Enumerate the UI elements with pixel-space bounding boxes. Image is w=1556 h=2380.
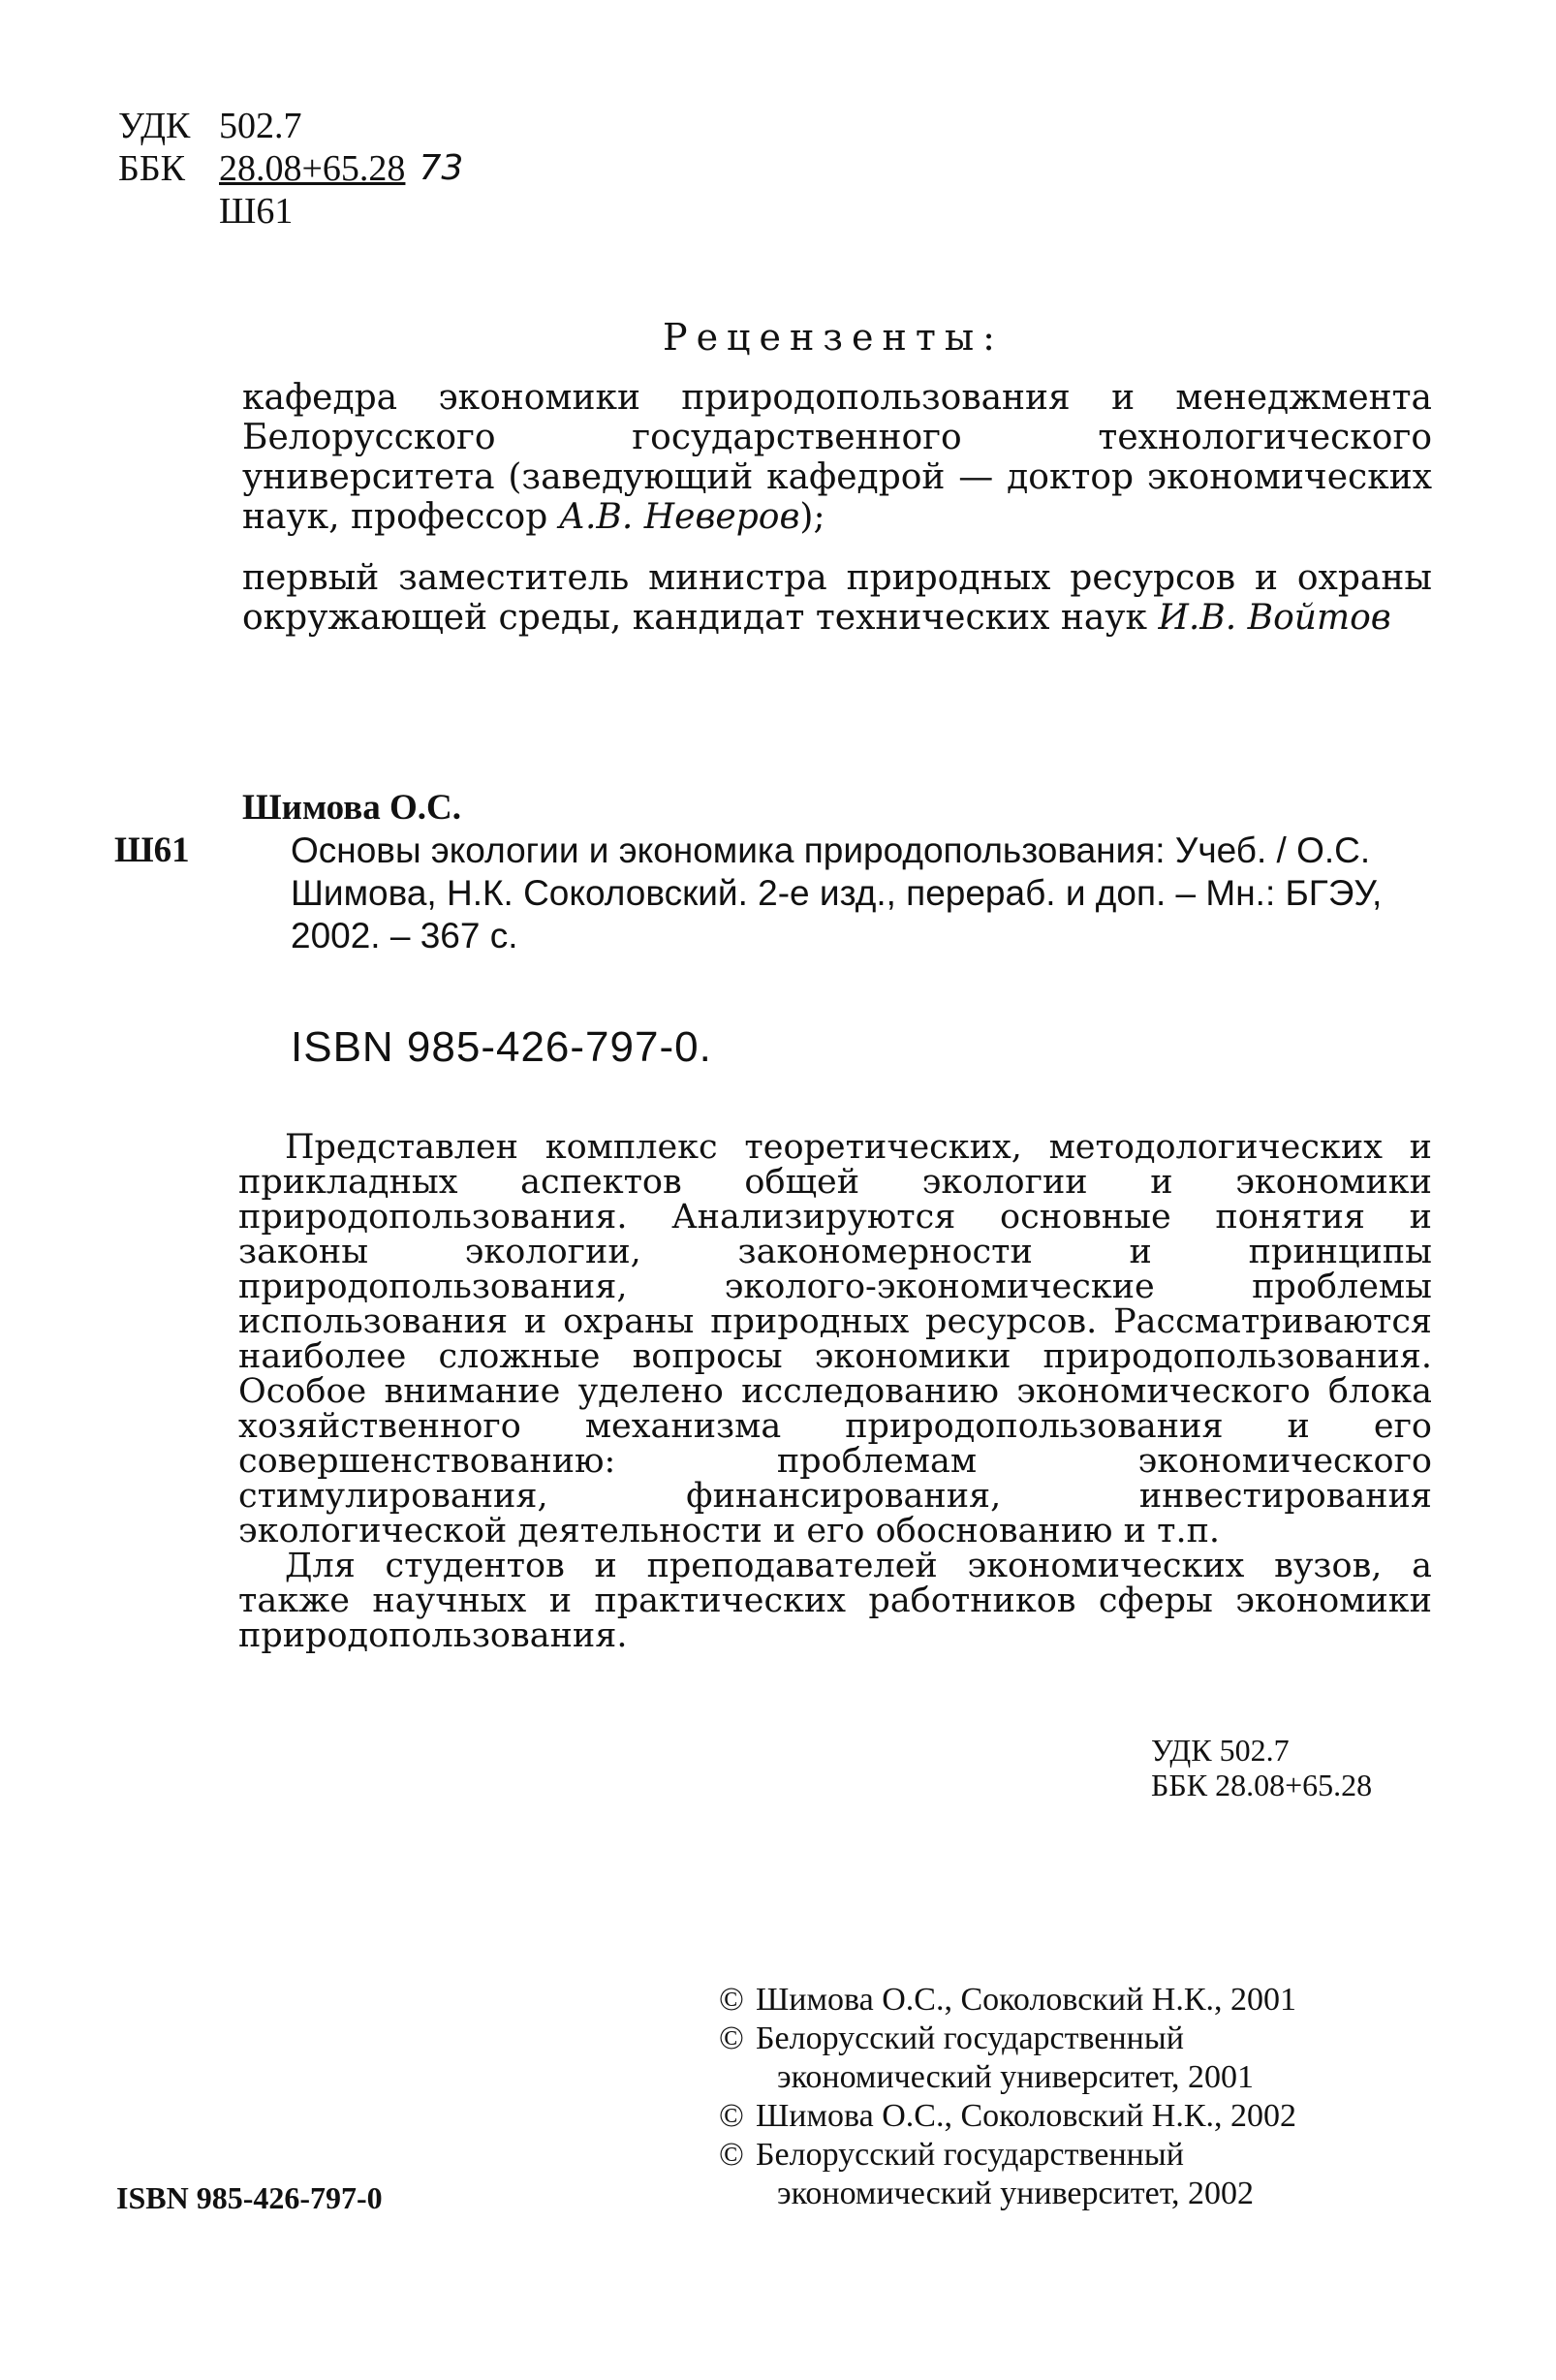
copyright-line-cont: экономический университет, 2002 bbox=[777, 2176, 1255, 2211]
copyright-line: © Шимова О.С., Соколовский Н.К., 2001 bbox=[719, 1982, 1297, 2018]
bbk-value: 28.08+65.28 bbox=[219, 148, 406, 189]
copyright-icon: © bbox=[719, 2020, 744, 2056]
copyright-icon: © bbox=[719, 2098, 744, 2134]
reviewer-2-text: первый заместитель министра природных ресурсов и охраны окружающей среды, кандидат технических наук bbox=[242, 558, 1432, 638]
copyright-line-cont: экономический университет, 2001 bbox=[777, 2059, 1255, 2095]
reviewer-1-name: А.В. Неверов bbox=[558, 497, 800, 537]
cutter-code: Ш61 bbox=[219, 191, 294, 232]
annotation-paragraph-2: Для студентов и преподавателей экономических вузов, а также научных и практических работников сферы экономики природопользования. bbox=[238, 1547, 1432, 1655]
copyright-line: © Белорусский государственный bbox=[719, 2020, 1184, 2056]
handwritten-note: 73 bbox=[419, 148, 464, 188]
reviewer-1 bbox=[242, 378, 1432, 537]
reviewer-1-text: кафедра экономики природопользования и менеджмента Белорусского государственного технологического университета (заведующий кафедрой — доктор экономических наук, профессор bbox=[242, 378, 1432, 537]
isbn-bottom: ISBN 985-426-797-0 bbox=[116, 2180, 383, 2215]
bbk-label: ББК bbox=[118, 148, 185, 189]
udk-label: УДК bbox=[118, 106, 191, 146]
copyright-icon: © bbox=[719, 2137, 744, 2173]
udk-row bbox=[118, 105, 463, 147]
copyright-line: © Шимова О.С., Соколовский Н.К., 2002 bbox=[719, 2098, 1297, 2134]
copyright-block bbox=[719, 1981, 1296, 2213]
annotation-paragraph-1: Представлен комплекс теоретических, методологических и прикладных аспектов общей экологии и экономики природопользования. Анализируются основные понятия и законы экологии, закономерности и принципы природопользования, эколого-экономические проблемы использования и охраны природных ресурсов. Рассматриваются наиболее сложные вопросы экономики природопользования. Особое внимание уделено исследованию экономического блока хозяйственного механизма природопользования и его совершенствованию: проблемам экономического стимулирования, финансирования, инвестирования экологической деятельности и его обоснованию и т.п. bbox=[238, 1128, 1432, 1550]
isbn-main: ISBN 985-426-797-0. bbox=[291, 1023, 712, 1071]
cutter-code-left: Ш61 bbox=[114, 830, 190, 870]
copyright-line: © Белорусский государственный bbox=[719, 2137, 1184, 2173]
reviewers-heading: Рецензенты: bbox=[663, 316, 1004, 359]
reviewer-2 bbox=[242, 558, 1432, 638]
bbk-row bbox=[118, 147, 463, 190]
annotation bbox=[238, 1130, 1432, 1653]
footer-bbk: ББК 28.08+65.28 bbox=[1151, 1768, 1373, 1802]
footer-codes bbox=[1151, 1733, 1372, 1802]
author-heading: Шимова О.С. bbox=[242, 788, 461, 828]
cutter-row bbox=[118, 190, 463, 233]
footer-udk: УДК 502.7 bbox=[1151, 1733, 1290, 1768]
classification-codes bbox=[118, 105, 463, 233]
reviewer-1-end: ); bbox=[799, 497, 825, 537]
copyright-icon: © bbox=[719, 1982, 744, 2018]
bibliographic-entry: Основы экологии и экономика природопользования: Учеб. / О.С. Шимова, Н.К. Соколовский. 2-е изд., перераб. и доп. – Мн.: БГЭУ, 2002. – 367 с. bbox=[291, 830, 1383, 955]
reviewer-2-name: И.В. Войтов bbox=[1158, 598, 1391, 638]
udk-value: 502.7 bbox=[219, 106, 302, 146]
